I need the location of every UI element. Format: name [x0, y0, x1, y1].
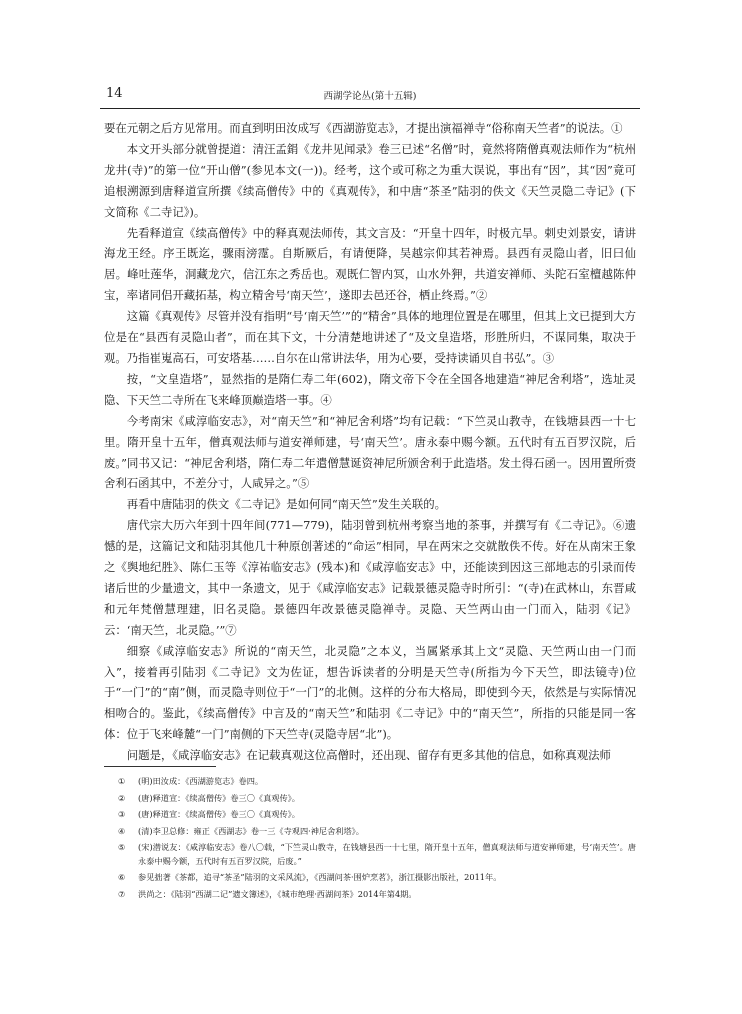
footnote-text: 洪尚之：《陆羽“西湖二记”遗文簿述》，《城市绝理·西湖问茶》2014年第4期。: [138, 888, 417, 899]
footnote-mark: ①: [118, 776, 126, 786]
footnotes: [118, 775, 636, 904]
footnote-text: (明)田汝成：《西湖游览志》卷四。: [138, 776, 264, 786]
footnote-text: (清)李卫总修：雍正《西湖志》卷一三《寺观四·神尼舍利塔》。: [138, 825, 364, 836]
paragraph: 要在元朝之后方见常用。而直到明田汝成写《西湖游览志》，才提出演福禅寺“俗称南天竺者”的说法。①: [104, 121, 623, 135]
footnote: [118, 888, 636, 902]
footnote-divider: [104, 766, 216, 767]
footnote-mark: ⑦: [118, 888, 126, 899]
page-number: 14: [106, 86, 123, 101]
footnote-mark: ④: [118, 825, 126, 836]
paragraph: 细察《咸淳临安志》所说的“南天竺，北灵隐”之本义，当属紧承其上文“灵隐、天竺两山由一门而入”，接着再引陆羽《二寺记》文为佐证，想告诉读者的分明是天竺寺(所指为今下天竺，即法镜寺)位于“一门”的“南”侧，而灵隐寺则位于“一门”的北侧。这样的分布大格局，即使到今天，依然是与实际情况相吻合的。鉴此，《续高僧传》中言及的“南天竺”和陆羽《二寺记》中的“南天竺”，所指的只能是同一客体：位于飞来峰麓“一门”南侧的下天竺寺(灵隐寺居“北”)。: [104, 643, 636, 742]
footnote: [118, 792, 636, 806]
paragraph: 问题是，《咸淳临安志》在记载真观这位高僧时，还出现、留存有更多其他的信息，如称真观法师: [126, 748, 611, 763]
paragraph: 唐代宗大历六年到十四年间(771—779)，陆羽曾到杭州考察当地的茶事，并撰写有《二寺记》。⑥遗憾的是，这篇记文和陆羽其他几十种原创著述的“命运”相同，早在两宋之交就散佚不传。好在从南宋王象之《舆地纪胜》、陈仁玉等《淳祐临安志》(残本)和《咸淳临安志》中，还能读到因这三部地志的引录而传诸后世的少量遗文，其中一条遗文，见于《咸淳临安志》记载景德灵隐寺时所引：“(寺)在武林山，东晋咸和元年梵僧慧理建，旧名灵隐。景德四年改景德灵隐禅寺。灵隐、天竺两山由一门而入，陆羽《记》云：‘南天竺，北灵隐。’”⑦: [104, 518, 636, 637]
paragraph: 先看释道宣《续高僧传》中的释真观法师传，其文言及：“开皇十四年，时极亢旱。剌史刘景安，请讲海龙王经。序王既迄，骤雨滂霪。自斯厥后，有请便降，吴越宗仰其若神焉。县西有灵隐山者，旧曰仙居。峰吐莲华，洞藏龙穴，信江东之秀岳也。观既仁智内冥，山水外狎，共道安禅师、头陀石室檀越陈仲宝，率诸同侣开藏拓基，构立精舍号‘南天竺’，遂即去邑还谷，栖止终焉。”②: [104, 225, 636, 303]
paragraph: 今考南宋《咸淳临安志》，对“南天竺”和“神尼舍利塔”均有记载：“下竺灵山教寺，在钱塘县西一十七里。隋开皇十五年，僧真观法师与道安禅师建，号‘南天竺’。唐永泰中赐今额。五代时有五百罗汉院，后废。”同书又记：“神尼舍利塔，隋仁寿二年遣僧慧诞资神尼所颁舍利于此造塔。发土得石函一。因用置所赍舍利石函其中，不差分寸，人咸异之。”⑤: [104, 413, 636, 491]
page-header: [100, 86, 640, 109]
footnote-mark: ⑥: [118, 872, 126, 882]
footnote-text: (唐)释道宣：《续高僧传》卷三〇《真观传》。: [138, 809, 300, 819]
footnote-mark: ⑤: [118, 842, 126, 852]
paragraph: 按，“文皇造塔”，显然指的是隋仁寿二年(602)，隋文帝下令在全国各地建造“神尼舍利塔”，选址灵隐、下天竺二寺所在飞来峰顶巅造塔一事。④: [104, 371, 636, 407]
footnote-mark: ②: [118, 792, 126, 803]
paragraph: 这篇《真观传》尽管并没有指明“号‘南天竺’”的“精舍”具体的地理位置是在哪里，但其上文已提到大方位是在“县西有灵隐山者”，而在其下文，十分清楚地讲述了“及文皇造塔，形胜所归，不谋同集，取决于观。乃指崔嵬高石，可安塔基……自尔在山常讲法华，用为心要，受持读诵贝自书弘”。③: [104, 309, 636, 365]
footnote-text: (宋)潜说友：《咸淳临安志》卷八〇载，“下竺灵山教寺，在钱塘县西一十七里，隋开皇十五年，僧真观法师与道安禅师建，号‘南天竺’。唐永泰中赐今额，五代时有五百罗汉院，后废。”: [138, 842, 636, 866]
footnote-text: (唐)释道宣：《续高僧传》卷三〇《真观传》。: [138, 792, 300, 803]
running-title: 西湖学论丛(第十五辑): [323, 91, 417, 102]
footnote-mark: ③: [118, 809, 126, 819]
footnote-text: 参见拙著《茶都，追寻“茶圣”陆羽的文采风流》，《西湖问茶·围炉烹茗》，浙江摄影出版社，2011年。: [138, 872, 502, 882]
footnote: [118, 871, 636, 885]
footnote: [118, 841, 636, 868]
footnote: [118, 808, 636, 822]
paragraph: 再看中唐陆羽的佚文《二寺记》是如何同“南天竺”发生关联的。: [126, 497, 446, 512]
footnote: [118, 775, 636, 789]
body-text: [104, 118, 636, 766]
footnote: [118, 825, 636, 839]
paragraph: 本文开头部分就曾提道：清汪孟鋗《龙井见闻录》卷三已述“名僧”时，竟然将隋僧真观法师作为“杭州龙井(寺)”的第一位“开山僧”(参见本文(一))。经考，这个或可称之为重大误说，事出有“因”，其“因”竟可追根溯源到唐释道宣所撰《续高僧传》中的《真观传》，和中唐“茶圣”陆羽的佚文《天竺灵隐二寺记》(下文简称《二寺记》)。: [104, 141, 636, 219]
